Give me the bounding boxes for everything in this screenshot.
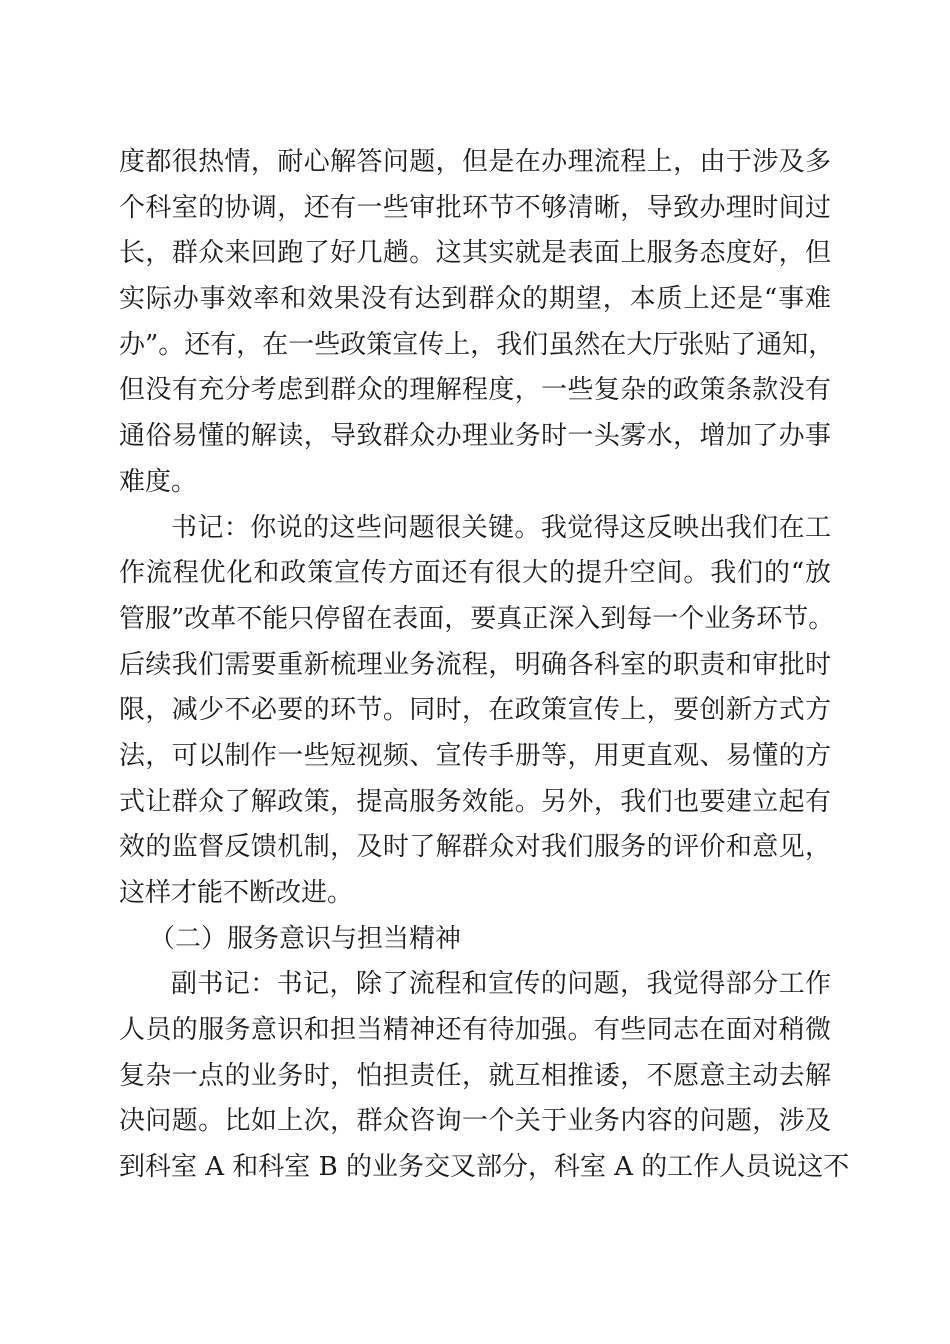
text-line: 通俗易懂的解读，导致群众办理业务时一头雾水，增加了办事 [119, 421, 831, 452]
text-line: 作流程优化和政策宣传方面还有很大的提升空间。我们的“放 [119, 558, 831, 589]
section-heading: （二）服务意识与担当精神 [149, 923, 462, 954]
text-line: 但没有充分考虑到群众的理解程度，一些复杂的政策条款没有 [119, 375, 831, 406]
text-line: 管服”改革不能只停留在表面，要真正深入到每一个业务环节。 [119, 603, 835, 634]
text-line: 办”。还有，在一些政策宣传上，我们虽然在大厅张贴了通知， [119, 329, 835, 360]
text-line: 式让群众了解政策，提高服务效能。另外，我们也要建立起有 [119, 786, 831, 817]
text-line: 实际办事效率和效果没有达到群众的期望，本质上还是“事难 [119, 284, 831, 315]
text-line: 到科室 A 和科室 B 的业务交叉部分，科室 A 的工作人员说这不 [119, 1152, 850, 1183]
document-body [119, 140, 850, 1191]
text-line: 个科室的协调，还有一些审批环节不够清晰，导致办理时间过 [119, 192, 831, 223]
text-line: 效的监督反馈机制，及时了解群众对我们服务的评价和意见， [119, 832, 831, 863]
text-line: 限，减少不必要的环节。同时，在政策宣传上，要创新方式方 [119, 695, 831, 726]
text-line: 人员的服务意识和担当精神还有待加强。有些同志在面对稍微 [119, 1015, 831, 1046]
text-line: 度都很热情，耐心解答问题，但是在办理流程上，由于涉及多 [119, 147, 831, 177]
text-line: 决问题。比如上次，群众咨询一个关于业务内容的问题，涉及 [119, 1106, 831, 1137]
text-line: 后续我们需要重新梳理业务流程，明确各科室的职责和审批时 [119, 649, 831, 680]
paragraph-first-line: 副书记：书记，除了流程和宣传的问题，我觉得部分工作 [171, 969, 831, 1000]
text-line: 这样才能不断改进。 [119, 878, 354, 908]
paragraph-first-line: 书记：你说的这些问题很关键。我觉得这反映出我们在工 [171, 512, 831, 543]
text-line: 难度。 [119, 466, 198, 497]
text-line: 长，群众来回跑了好几趟。这其实就是表面上服务态度好，但 [119, 238, 831, 269]
text-line: 复杂一点的业务时，怕担责任，就互相推诿，不愿意主动去解 [119, 1060, 831, 1091]
text-line: 法，可以制作一些短视频、宣传手册等，用更直观、易懂的方 [119, 740, 831, 771]
